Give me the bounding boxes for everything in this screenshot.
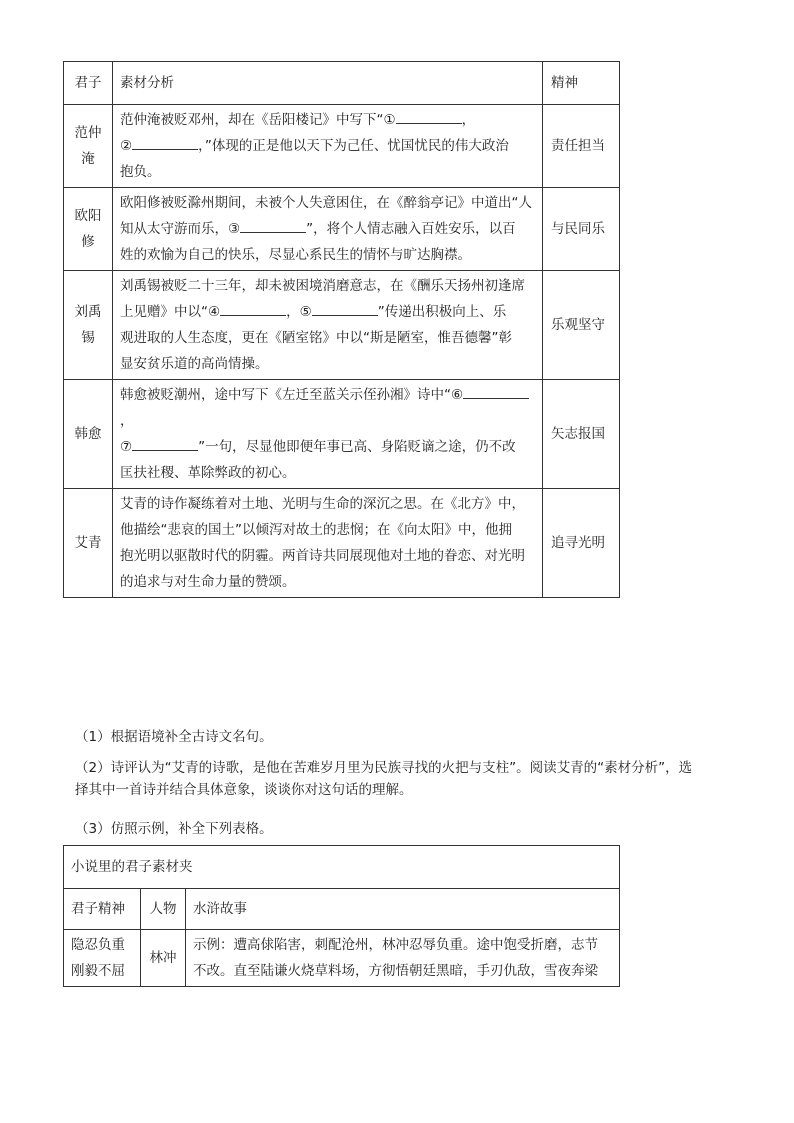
question-2-line: 择其中一首诗并结合具体意象，谈谈你对这句话的理解。 — [75, 782, 413, 798]
spirit-cell — [64, 930, 141, 987]
spirit-cell: 追寻光明 — [543, 489, 620, 598]
fill-blank-4[interactable] — [220, 301, 286, 316]
analysis-text: ”一句，尽显他即便年事已高、身陷贬谪之途，仍不改 — [198, 439, 516, 455]
story-cell — [186, 930, 620, 987]
table-row-fan — [64, 105, 620, 188]
analysis-text: 他描绘“悲哀的国土”以倾泻对故土的悲悯；在《向太阳》中，他拥 — [120, 522, 512, 538]
analysis-text: 刘禹锡被贬二十三年，却未被困境消磨意志，在《酬乐天扬州初逢席 — [120, 278, 525, 294]
story-text: 示例：遭高俅陷害，刺配沧州，林冲忍辱负重。途中饱受折磨，志节 — [193, 937, 598, 953]
analysis-text: ， — [120, 413, 134, 429]
header-story: 水浒故事 — [186, 889, 620, 930]
analysis-cell — [113, 489, 543, 598]
novel-table — [63, 845, 620, 987]
table-row-ouyang — [64, 188, 620, 271]
fill-blank-6[interactable] — [463, 384, 529, 399]
fill-blank-5[interactable] — [312, 301, 378, 316]
question-2 — [75, 757, 755, 801]
table-row-han — [64, 380, 620, 489]
header-junzi: 君子 — [64, 62, 113, 105]
header-person: 人物 — [141, 889, 186, 930]
material-table — [63, 61, 620, 598]
spirit-cell: 乐观坚守 — [543, 271, 620, 380]
person-cell: 林冲 — [141, 930, 186, 987]
analysis-cell — [113, 380, 543, 489]
spirit-cell: 与民同乐 — [543, 188, 620, 271]
analysis-text: ，⑤ — [286, 304, 312, 320]
junzi-name: 韩愈 — [64, 380, 113, 489]
header-analysis: 素材分析 — [113, 62, 543, 105]
analysis-text: 抱光明以驱散时代的阴霾。两首诗共同展现他对土地的眷恋、对光明 — [120, 548, 525, 564]
analysis-text: ， — [461, 112, 476, 128]
question-1: （1）根据语境补全古诗文名句。 — [75, 729, 273, 745]
analysis-text: 的追求与对生命力量的赞颂。 — [120, 574, 296, 590]
analysis-text: 范仲淹被贬邓州，却在《岳阳楼记》中写下“① — [120, 112, 396, 128]
spirit-cell: 矢志报国 — [543, 380, 620, 489]
analysis-text: 姓的欢愉为自己的快乐，尽显心系民生的情怀与旷达胸襟。 — [120, 247, 471, 263]
fill-blank-3[interactable] — [240, 218, 306, 233]
novel-table-title: 小说里的君子素材夹 — [64, 846, 620, 889]
fill-blank-2[interactable] — [132, 135, 198, 150]
table-row-liu — [64, 271, 620, 380]
table-row-ai — [64, 489, 620, 598]
junzi-name: 艾青 — [64, 489, 113, 598]
novel-table-title-row — [64, 846, 620, 889]
fill-blank-7[interactable] — [132, 436, 198, 451]
analysis-text: 观进取的人生态度，更在《陋室铭》中以“斯是陋室，惟吾德馨”彰 — [120, 330, 512, 346]
story-text: 不改。直至陆谦火烧草料场，方彻悟朝廷黑暗，手刃仇敌，雪夜奔梁 — [193, 963, 598, 979]
header-spirit: 精神 — [543, 62, 620, 105]
analysis-text: ② — [120, 138, 133, 154]
table-row — [64, 930, 620, 987]
fill-blank-1[interactable] — [396, 109, 462, 124]
table-header-row — [64, 62, 620, 105]
spirit-text: 刚毅不屈 — [71, 963, 125, 979]
spirit-text: 隐忍负重 — [71, 937, 125, 953]
question-3: （3）仿照示例，补全下列表格。 — [75, 821, 273, 837]
novel-table-header-row — [64, 889, 620, 930]
junzi-name: 欧阳修 — [64, 188, 113, 271]
header-spirit: 君子精神 — [64, 889, 141, 930]
analysis-text: 欧阳修被贬滁州期间，未被个人失意困住，在《醉翁亭记》中道出“人 — [120, 195, 532, 211]
spirit-cell: 责任担当 — [543, 105, 620, 188]
analysis-text: 抱负。 — [120, 164, 161, 180]
junzi-name: 范仲淹 — [64, 105, 113, 188]
analysis-text: ⑦ — [120, 439, 133, 455]
question-2-line: （2）诗评认为“艾青的诗歌，是他在苦难岁月里为民族寻找的火把与支柱”。阅读艾青的“素材分析”，选 — [75, 760, 693, 776]
analysis-text: 知从太守游而乐，③ — [120, 221, 241, 237]
junzi-name: 刘禹锡 — [64, 271, 113, 380]
analysis-cell — [113, 188, 543, 271]
analysis-cell — [113, 271, 543, 380]
analysis-text: ，”体现的正是他以天下为己任、忧国忧民的伟大政治 — [198, 138, 509, 154]
analysis-text: ”传递出积极向上、乐 — [377, 304, 507, 320]
analysis-text: 韩愈被贬潮州，途中写下《左迁至蓝关示侄孙湘》诗中“⑥ — [120, 387, 464, 403]
analysis-text: 艾青的诗作凝练着对土地、光明与生命的深沉之思。在《北方》中， — [120, 496, 525, 512]
analysis-text: 匡扶社稷、革除弊政的初心。 — [120, 465, 296, 481]
analysis-text: ”，将个人情志融入百姓安乐，以百 — [306, 221, 516, 237]
analysis-text: 上见赠》中以“④ — [120, 304, 221, 320]
analysis-text: 显安贫乐道的高尚情操。 — [120, 356, 269, 372]
analysis-cell — [113, 105, 543, 188]
